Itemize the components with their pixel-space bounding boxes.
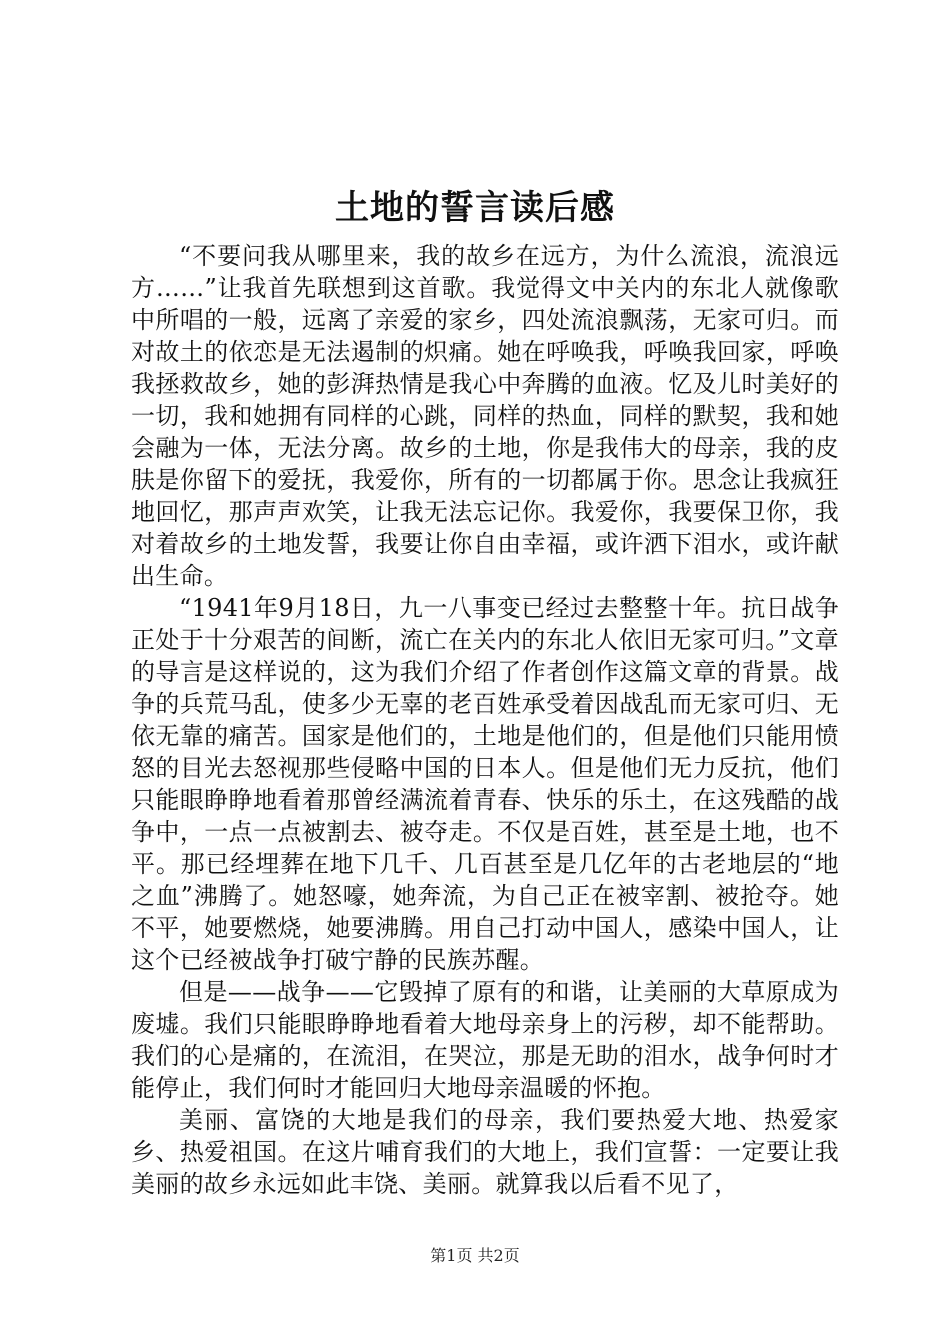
- page-footer: 第1页 共2页: [430, 1246, 520, 1265]
- document-title: 土地的誓言读后感: [335, 188, 615, 228]
- paragraph-1: “不要问我从哪里来，我的故乡在远方，为什么流浪，流浪远方……”让我首先联想到这首歌。我觉得文中关内的东北人就像歌中所唱的一般，远离了亲爱的家乡，四处流浪飘荡，无家可归。而对故土的依恋是无法遏制的炽痛。她在呼唤我，呼唤我回家，呼唤我拯救故乡，她的彭湃热情是我心中奔腾的血液。忆及儿时美好的一切，我和她拥有同样的心跳，同样的热血，同样的默契，我和她会融为一体，无法分离。故乡的土地，你是我伟大的母亲，我的皮肤是你留下的爱抚，我爱你，所有的一切都属于你。思念让我疯狂地回忆，那声声欢笑，让我无法忘记你。我爱你，我要保卫你，我对着故乡的土地发誓，我要让你自由幸福，或许洒下泪水，或许献出生命。: [131, 242, 839, 590]
- paragraph-2: “1941年9月18日，九一八事变已经过去整整十年。抗日战争正处于十分艰苦的间断，流亡在关内的东北人依旧无家可归。”文章的导言是这样说的，这为我们介绍了作者创作这篇文章的背景。战争的兵荒马乱，使多少无辜的老百姓承受着因战乱而无家可归、无依无靠的痛苦。国家是他们的，土地是他们的，但是他们只能用愤怒的目光去怒视那些侵略中国的日本人。但是他们无力反抗，他们只能眼睁睁地看着那曾经满流着青春、快乐的乐土，在这残酷的战争中，一点一点被割去、被夺走。不仅是百姓，甚至是土地，也不平。那已经埋葬在地下几千、几百甚至是几亿年的古老地层的“地之血”沸腾了。她怒嚎，她奔流，为自己正在被宰割、被抢夺。她不平，她要燃烧，她要沸腾。用自己打动中国人，感染中国人，让这个已经被战争打破宁静的民族苏醒。: [131, 594, 839, 974]
- paragraph-4: 美丽、富饶的大地是我们的母亲，我们要热爱大地、热爱家乡、热爱祖国。在这片哺育我们的大地上，我们宣誓：一定要让我美丽的故乡永远如此丰饶、美丽。就算我以后看不见了，: [131, 1106, 839, 1198]
- paragraph-3: 但是——战争——它毁掉了原有的和谐，让美丽的大草原成为废墟。我们只能眼睁睁地看着大地母亲身上的污秽，却不能帮助。我们的心是痛的，在流泪，在哭泣，那是无助的泪水，战争何时才能停止，我们何时才能回归大地母亲温暖的怀抱。: [131, 978, 839, 1102]
- document-body: [131, 240, 839, 1200]
